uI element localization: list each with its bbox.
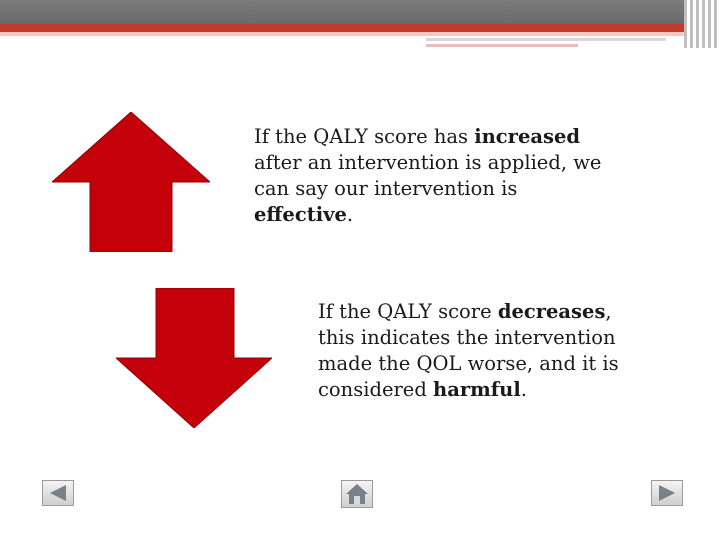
previous-slide-button[interactable] [42,480,74,506]
arrow-down-icon [116,288,272,428]
triangle-right-icon [657,485,677,501]
increase-text-part: If the QALY score has [254,125,475,148]
header-pink-band [0,32,720,36]
harmful-emphasis: harmful [433,378,521,401]
effective-emphasis: effective [254,203,347,226]
decrease-text-part: , this indicates the intervention made the QOL worse, and it is considered [318,300,619,401]
next-slide-button[interactable] [651,480,683,506]
header-accent-line [426,38,666,41]
increased-emphasis: increased [474,125,581,148]
increase-text-part: after an intervention is applied, we can say our intervention is [254,151,602,200]
increase-text-end: . [346,203,354,226]
increase-explanation-text [254,124,604,228]
house-icon [345,483,369,505]
header-stripes [684,0,720,48]
decrease-explanation-text [318,299,648,403]
triangle-left-icon [48,485,68,501]
header-red-band [0,24,720,32]
home-slide-button[interactable] [341,480,373,508]
decreases-emphasis: decreases [497,300,606,323]
decrease-text-end: . [520,378,527,401]
header-gray-band [0,0,720,24]
header-accent-line-short [426,44,578,47]
arrow-up-icon [52,112,210,252]
decrease-text-part: If the QALY score [318,300,498,323]
